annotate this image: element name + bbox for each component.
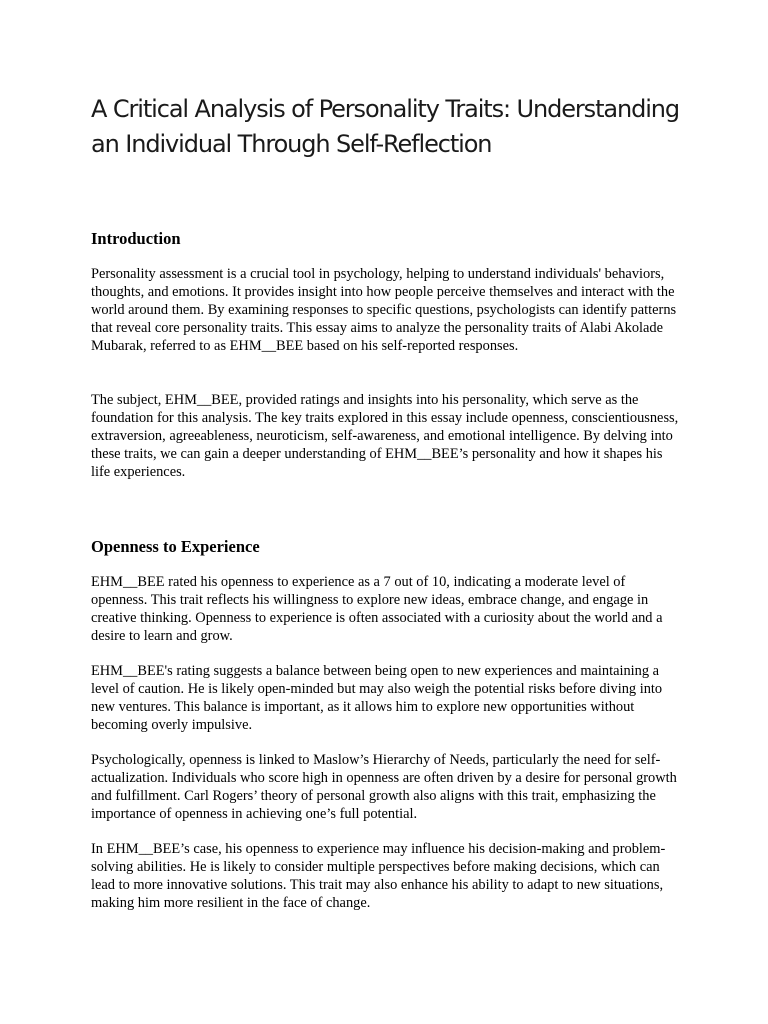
paragraph: The subject, EHM__BEE, provided ratings and insights into his personality, which serve as the foundation for this analysis. The key traits explored in this essay include openness, conscientiousness, extraversion, agreeableness, neuroticism, self-awareness, and emotional intelligence. By delving into these traits, we can gain a deeper understanding of EHM__BEE’s personality and how it shapes his life experiences. xyxy=(91,392,679,480)
paragraph: In EHM__BEE’s case, his openness to experience may influence his decision-making and problem-solving abilities. He is likely to consider multiple perspectives before making decisions, which can lead to more innovative solutions. This trait may also enhance his ability to adapt to new situations, making him more resilient in the face of change. xyxy=(91,841,666,911)
paragraph: EHM__BEE's rating suggests a balance between being open to new experiences and maintaining a level of caution. He is likely open-minded but may also weigh the potential risks before diving into new ventures. This balance is important, as it allows him to explore new opportunities without becoming overly impulsive. xyxy=(91,663,663,733)
paragraph: Psychologically, openness is linked to Maslow’s Hierarchy of Needs, particularly the need for self-actualization. Individuals who score high in openness are often driven by a desire for personal growth and fulfillment. Carl Rogers’ theory of personal growth also aligns with this trait, emphasizing the importance of openness in achieving one’s full potential. xyxy=(91,752,677,822)
paragraph: EHM__BEE rated his openness to experience as a 7 out of 10, indicating a moderate level of openness. This trait reflects his willingness to explore new ideas, embrace change, and engage in creative thinking. Openness to experience is often associated with a curiosity about the world and a desire to learn and grow. xyxy=(91,574,663,644)
paragraph: Personality assessment is a crucial tool in psychology, helping to understand individuals' behaviors, thoughts, and emotions. It provides insight into how people perceive themselves and interact with the world around them. By examining responses to specific questions, psychologists can identify patterns that reveal core personality traits. This essay aims to analyze the personality traits of Alabi Akolade Mubarak, referred to as EHM__BEE based on his self-reported responses. xyxy=(91,266,677,354)
document-title: A Critical Analysis of Personality Traits: Understanding an Individual Through Self-Reflection xyxy=(91,95,680,158)
section-heading-openness: Openness to Experience xyxy=(91,537,260,556)
section-heading-introduction: Introduction xyxy=(91,229,181,248)
